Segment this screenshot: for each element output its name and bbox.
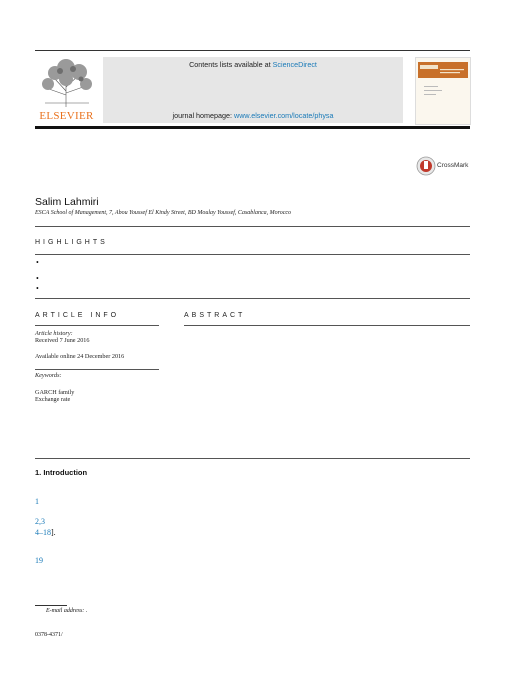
author-name: Salim Lahmiri [35, 196, 99, 208]
abstract-heading: ABSTRACT [184, 312, 246, 319]
highlights-heading-rule [35, 254, 470, 255]
homepage-prefix: journal homepage: [172, 111, 235, 120]
introduction-heading: 1. Introduction [35, 468, 88, 477]
keywords-rule [35, 369, 159, 370]
citation-link[interactable]: 1 [35, 497, 39, 506]
highlights-top-rule [35, 226, 470, 227]
email-footnote: E-mail address: . [46, 608, 88, 614]
header-bottom-rule [35, 126, 470, 129]
citation-link[interactable]: 4–18 [35, 528, 51, 537]
received-date: Received 7 June 2016 [35, 337, 90, 344]
header-top-rule [35, 50, 470, 51]
citation-link[interactable]: 19 [35, 556, 43, 565]
highlight-bullet: • [36, 284, 39, 293]
article-history-label: Article history: [35, 330, 73, 337]
journal-cover-image [415, 57, 471, 125]
crossmark-icon[interactable] [416, 156, 436, 181]
highlights-bottom-rule [35, 298, 470, 299]
article-info-heading: ARTICLE INFO [35, 312, 120, 319]
citation-link[interactable]: 2,3 [35, 517, 45, 526]
sciencedirect-link[interactable]: ScienceDirect [272, 60, 317, 69]
issn-line: 0378-4371/ [35, 632, 63, 638]
keywords-label: Keywords: [35, 372, 62, 379]
available-online-date: Available online 24 December 2016 [35, 353, 125, 360]
abstract-rule [184, 325, 470, 326]
citation-line [35, 528, 56, 537]
homepage-line [103, 111, 403, 120]
footnote-rule [35, 605, 67, 606]
highlight-bullet: • [36, 274, 39, 283]
highlights-heading: HIGHLIGHTS [35, 239, 108, 246]
author-affiliation: ESCA School of Management, 7, Abou Youssef El Kindy Street, BD Moulay Youssef, Casablanca, Morocco [35, 210, 292, 216]
keyword-item: GARCH family [35, 389, 75, 396]
homepage-link[interactable]: www.elsevier.com/locate/physa [234, 111, 334, 120]
keyword-item: Exchange rate [35, 396, 71, 403]
contents-line [103, 60, 403, 69]
highlight-bullet: • [36, 258, 39, 267]
crossmark-label: CrossMark [437, 162, 469, 169]
contents-prefix: Contents lists available at [189, 60, 273, 69]
intro-top-rule [35, 458, 470, 459]
publisher-wordmark: ELSEVIER [39, 110, 94, 122]
citation-suffix: ]. [51, 528, 56, 537]
article-info-rule [35, 325, 159, 326]
